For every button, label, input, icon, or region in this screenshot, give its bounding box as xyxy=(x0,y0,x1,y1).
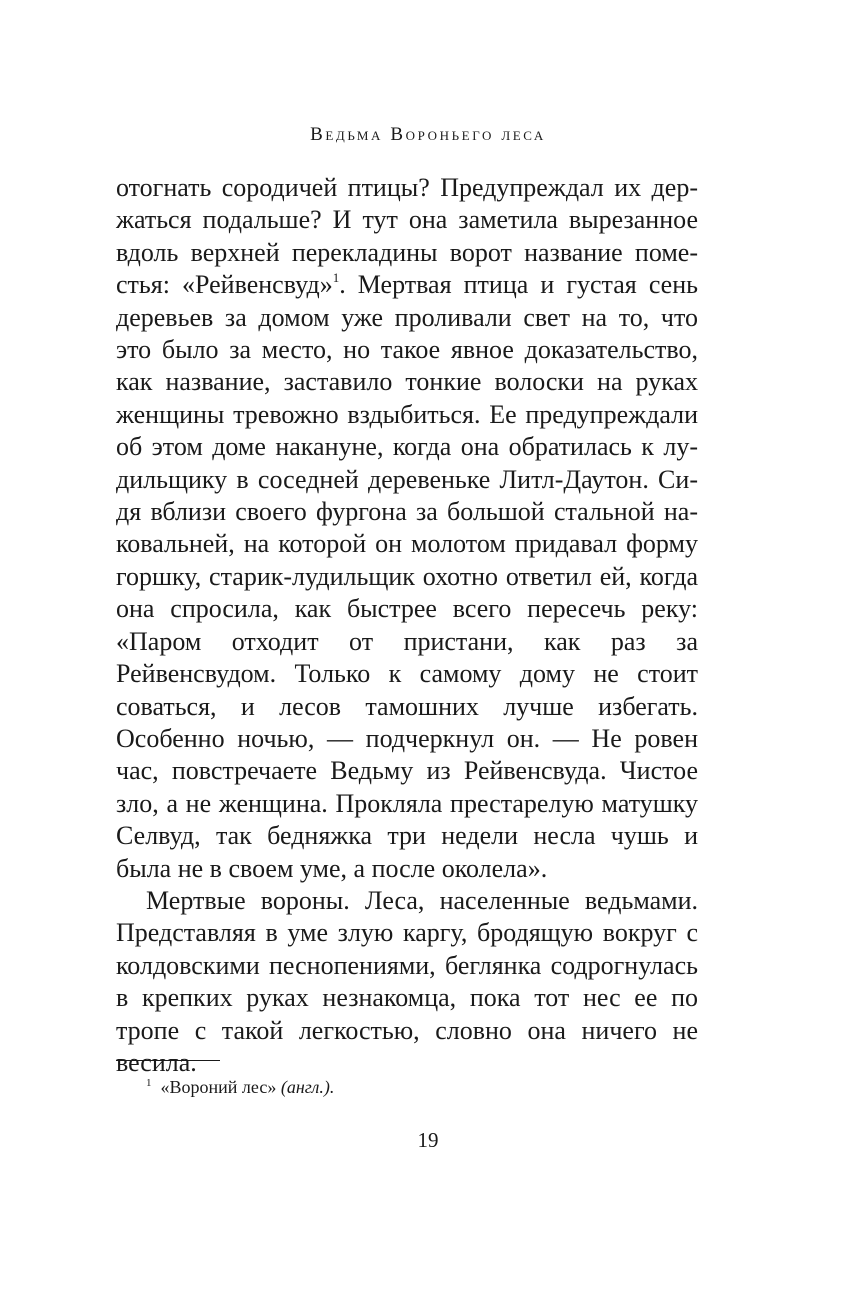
body-text xyxy=(116,172,698,1079)
paragraph-1-text-after-note: . Мертвая птица и густая сень деревьев за домом уже проливали свет на то, что это было за место, но такое явное доказательство, как название, заставило тонкие волоски на руках женщины тревожно вздыбиться. Ее предупреждали об этом доме накануне, когда она обратилась к лудильщику в соседней деревеньке Литл-Даутон. Сидя вблизи своего фургона за большой стальной наковальней, на которой он молотом придавал форму горшку, старик-лудильщик охотно ответил ей, когда она спросила, как быстрее всего пересечь реку: «Паром отходит от пристани, как раз за Рейвенсвудом. Только к самому дому не стоит соваться, и лесов тамошних лучше избегать. Особенно ночью, — подчеркнул он. — Не ровен час, повстречаете Ведьму из Рейвенсвуда. Чистое зло, а не женщина. Прокляла престарелую матушку Селвуд, так бедняжка три недели несла чушь и была не в своем уме, а после околела». xyxy=(116,270,698,883)
footnote-reference: 1 xyxy=(332,270,340,286)
footnote-mark: 1 xyxy=(146,1077,152,1089)
footnote-divider xyxy=(116,1060,220,1061)
footnote-text: «Вороний лес» xyxy=(160,1077,277,1097)
running-head: Ведьма Вороньего леса xyxy=(310,124,546,145)
paragraph-1 xyxy=(116,172,698,885)
page-number: 19 xyxy=(417,1128,439,1152)
paragraph-2: Мертвые вороны. Леса, населенные ведьмами. Представляя в уме злую каргу, бродящую вокруг с колдовскими песнопениями, беглянка содрогнулась в крепких руках незнакомца, пока тот нес ее по тропе с такой легкостью, словно она ничего не весила. xyxy=(116,885,698,1077)
footnote-language-note: (англ.). xyxy=(280,1077,335,1097)
footnote xyxy=(146,1071,334,1099)
paragraph-1-text-before-note: отогнать сородичей птицы? Предупреждал их держаться подальше? И тут она заметила вырезанное вдоль верхней перекладины ворот название поместья: «Рейвенсвуд» xyxy=(116,173,698,300)
